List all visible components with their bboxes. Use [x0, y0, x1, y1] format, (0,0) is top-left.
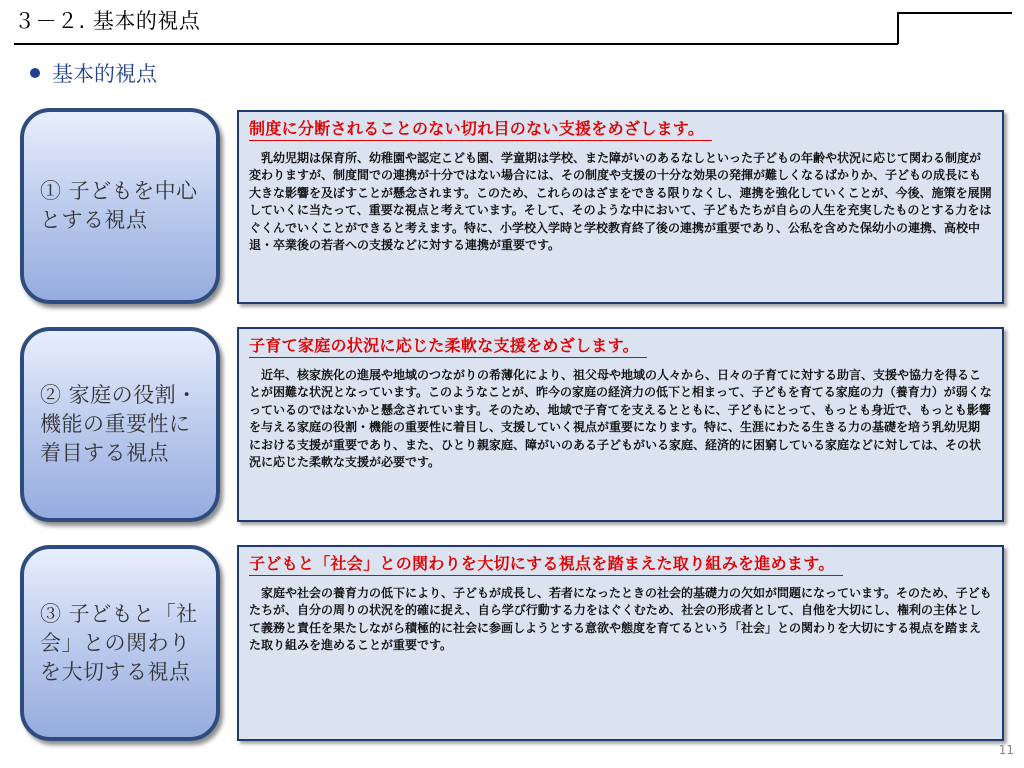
viewpoint-label-box-3	[20, 545, 220, 741]
viewpoint-heading-3: 子どもと「社会」との関わりを大切にする視点を踏まえた取り組みを進めます。	[249, 553, 843, 576]
viewpoint-label-2: ② 家庭の役割・機能の重要性に着目する視点	[40, 383, 198, 465]
page-title: ３－２. 基本的視点	[14, 9, 201, 33]
viewpoint-body-1: 乳幼児期は保育所、幼稚園や認定こども園、学童期は学校、また障がいのあるなしといった子どもの年齢や状況に応じて関わる制度が変わりますが、制度間での連携が十分ではない場合には、その制度や支援の十分な効果の発揮が難しくなるばかりか、子どもの成長にも大きな影響を及ぼすことが懸念されます。このため、これらのはざまをできる限りなくし、連携を強化していくことが、今後、施策を展開していくに当たって、重要な視点と考えています。そして、そのような中において、子どもたちが自らの人生を充実したものとする力をはぐくんでいくことができると考えます。特に、小学校入学時と学校教育終了後の連携が重要であり、公私を含めた保幼小の連携、高校中退・卒業後の若者への支援などに対する連携が重要です。	[249, 151, 992, 253]
viewpoint-content-box-3	[237, 545, 1004, 741]
viewpoint-body-2: 近年、核家族化の進展や地域のつながりの希薄化により、祖父母や地域の人々から、日々の子育てに対する助言、支援や協力を得ることが困難な状況となっています。このようなことが、昨今の家庭の経済力の低下と相まって、子どもを育てる家庭の力（養育力）が弱くなっているのではないかと懸念されています。そのため、地域で子育てを支えるとともに、子どもにとって、もっとも身近で、もっとも影響を与える家庭の役割・機能の重要性に着目し、支援していく視点が重要になります。特に、生涯にわたる生きる力の基礎を培う乳幼児期における支援が重要であり、また、ひとり親家庭、障がいのある子どもがいる家庭、経済的に困窮している家庭などに対しては、その状況に応じた柔軟な支援が必要です。	[249, 368, 992, 470]
viewpoint-body-3: 家庭や社会の養育力の低下により、子どもが成長し、若者になったときの社会的基礎力の欠如が問題になっています。そのため、子どもたちが、自分の周りの状況を的確に捉え、自ら学び行動する力をはぐくむため、社会の形成者として、自他を大切にし、権利の主体として義務と責任を果たしながら積極的に社会に参画しようとする意欲や態度を育てるという「社会」との関わりを大切にする視点を踏まえた取り組みを進めることが重要です。	[249, 586, 992, 653]
title-underline	[14, 43, 898, 45]
corner-bracket-decoration	[897, 12, 1012, 44]
section-subtitle: 基本的視点	[52, 62, 157, 86]
subtitle-row	[30, 58, 157, 88]
viewpoint-heading-2: 子育て家庭の状況に応じた柔軟な支援をめざします。	[249, 335, 647, 358]
page-number: 11	[998, 743, 1014, 757]
viewpoint-heading-1: 制度に分断されることのない切れ目のない支援をめざします。	[249, 118, 712, 141]
viewpoint-label-3: ③ 子どもと「社会」との関わりを大切する視点	[40, 601, 198, 684]
viewpoint-label-box-1	[20, 108, 220, 304]
viewpoint-content-box-1	[237, 110, 1004, 304]
viewpoint-label-box-2	[20, 327, 220, 522]
bullet-icon	[30, 68, 40, 78]
viewpoint-label-1: ① 子どもを中心とする視点	[40, 179, 198, 232]
viewpoint-content-box-2	[237, 327, 1004, 522]
